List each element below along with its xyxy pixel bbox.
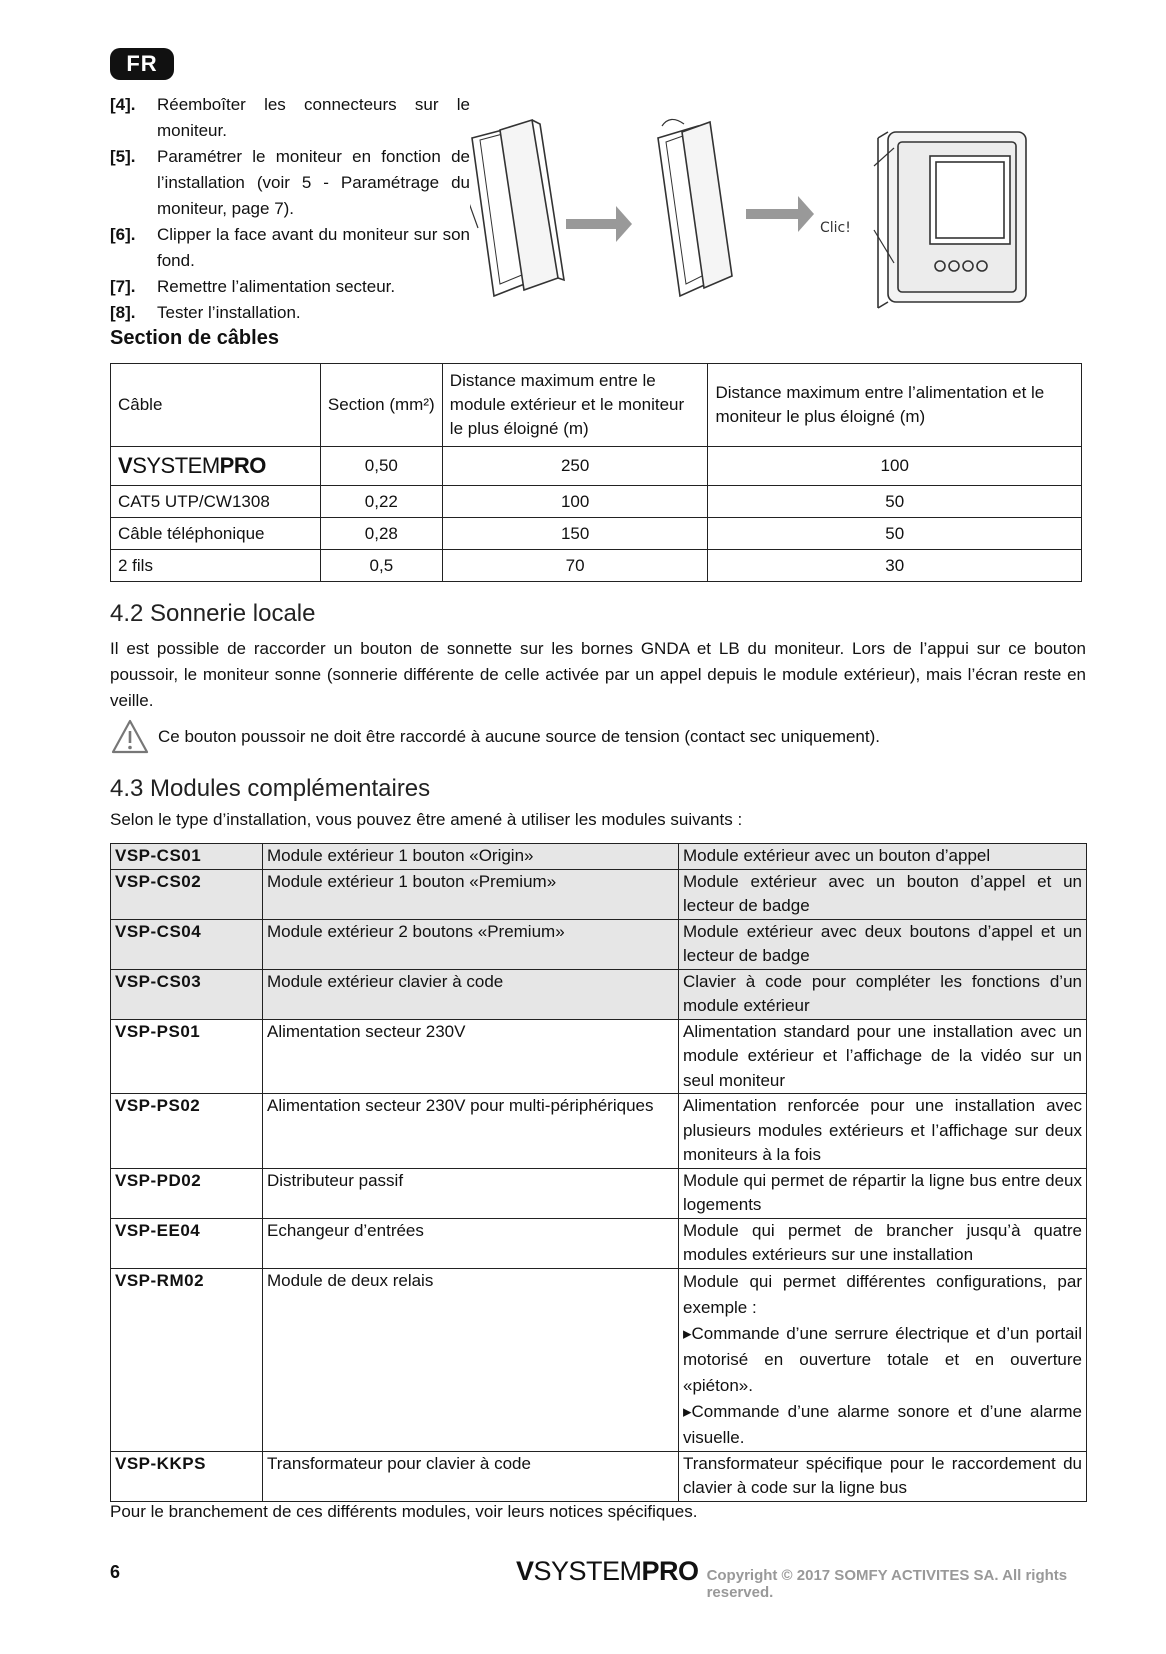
table-cell: 100: [708, 447, 1082, 486]
module-description: [679, 1168, 1087, 1218]
step-number: [4].: [110, 95, 136, 114]
description-line: ▸Commande d’une serrure électrique et d’un portail motorisé en ouverture totale et en ouverture «piéton».: [683, 1323, 1082, 1395]
description-line: Module qui permet différentes configurations, par exemple :: [683, 1271, 1082, 1317]
table-row: [111, 844, 1087, 870]
step-number: [6].: [110, 225, 136, 244]
description-line: Module qui permet de répartir la ligne bus entre deux logements: [683, 1170, 1082, 1214]
step-text: Remettre l’alimentation secteur.: [157, 277, 396, 296]
table-cell: 30: [708, 550, 1082, 582]
warning-text: Ce bouton poussoir ne doit être raccordé à aucune source de tension (contact sec uniquement).: [158, 727, 880, 746]
module-ref: VSP-PS02: [111, 1094, 263, 1169]
table-cell: 0,5: [320, 550, 442, 582]
table-row: [111, 1019, 1087, 1094]
table-row: [111, 1168, 1087, 1218]
paragraph: Pour le branchement de ces différents modules, voir leurs notices spécifiques.: [110, 1502, 698, 1521]
warning-icon: [110, 718, 150, 756]
module-ref: VSP-CS01: [111, 844, 263, 870]
table-header-row: [111, 364, 1082, 447]
module-ref: VSP-CS02: [111, 869, 263, 919]
table-cell: 70: [442, 550, 708, 582]
module-description: [679, 869, 1087, 919]
language-badge: FR: [110, 48, 174, 80]
clic-label: Clic!: [820, 220, 851, 236]
vsystempro-logo: VSYSTEMPRO: [111, 447, 321, 486]
description-line: Transformateur spécifique pour le raccordement du clavier à code sur la ligne bus: [683, 1453, 1082, 1497]
copyright-text: Copyright © 2017 SOMFY ACTIVITES SA. All rights reserved.: [706, 1567, 1068, 1601]
step-text: Réemboîter les connecteurs sur le moniteur.: [157, 95, 470, 140]
module-description: [679, 1268, 1087, 1451]
paragraph: Il est possible de raccorder un bouton de sonnette sur les bornes GNDA et LB du moniteur. Lors de l’appui sur ce bouton poussoir, le moniteur sonne (sonnerie différente de celle activée par un appel depuis le module extérieur), mais l’écran reste en veille.: [110, 639, 1086, 710]
table-cell: 0,22: [320, 486, 442, 518]
section-heading: 4.3 Modules complémentaires: [110, 775, 431, 802]
module-name: Transformateur pour clavier à code: [263, 1451, 679, 1501]
module-ref: VSP-RM02: [111, 1268, 263, 1451]
column-header: Distance maximum entre le module extérieur et le moniteur le plus éloigné (m): [442, 364, 708, 447]
table-cell: CAT5 UTP/CW1308: [111, 486, 321, 518]
description-line: Module qui permet de brancher jusqu’à quatre modules extérieurs sur une installation: [683, 1220, 1082, 1264]
table-row: [111, 869, 1087, 919]
description-line: Module extérieur avec un bouton d’appel et un lecteur de badge: [683, 871, 1082, 915]
step-number: [7].: [110, 277, 136, 296]
step-number: [8].: [110, 303, 136, 322]
table-row: [111, 447, 1082, 486]
step-item: [110, 300, 470, 326]
module-name: Echangeur d’entrées: [263, 1218, 679, 1268]
step-item: [110, 222, 470, 274]
table-cell: 100: [442, 486, 708, 518]
vsystempro-logo: VSYSTEMPRO: [516, 1556, 699, 1586]
table-cell: 50: [708, 518, 1082, 550]
table-row: [111, 1268, 1087, 1451]
module-name: Module extérieur 1 bouton «Premium»: [263, 869, 679, 919]
table-row: [111, 1451, 1087, 1501]
description-line: Module extérieur avec deux boutons d’appel et un lecteur de badge: [683, 921, 1082, 965]
table-row: [111, 550, 1082, 582]
table-row: [111, 518, 1082, 550]
table-cell: Câble téléphonique: [111, 518, 321, 550]
page-number: 6: [110, 1562, 121, 1582]
table-cell: 250: [442, 447, 708, 486]
column-header: Câble: [111, 364, 321, 447]
monitor-mounting-illustration: [470, 118, 1090, 328]
module-name: Alimentation secteur 230V: [263, 1019, 679, 1094]
installation-steps: [110, 92, 470, 326]
description-line: Module extérieur avec un bouton d’appel: [683, 846, 991, 865]
module-description: [679, 919, 1087, 969]
module-ref: VSP-CS03: [111, 969, 263, 1019]
module-description: [679, 844, 1087, 870]
column-header: Section (mm²): [320, 364, 442, 447]
module-ref: VSP-KKPS: [111, 1451, 263, 1501]
step-number: [5].: [110, 147, 136, 166]
section-heading: 4.2 Sonnerie locale: [110, 600, 316, 627]
table-cell: 0,50: [320, 447, 442, 486]
module-name: Module extérieur 1 bouton «Origin»: [263, 844, 679, 870]
table-cell: 50: [708, 486, 1082, 518]
description-line: Alimentation renforcée pour une installation avec plusieurs modules extérieurs et l’affichage sur deux moniteurs à la fois: [683, 1096, 1082, 1164]
module-name: Module extérieur 2 boutons «Premium»: [263, 919, 679, 969]
module-description: [679, 1218, 1087, 1268]
step-item: [110, 92, 470, 144]
step-text: Tester l’installation.: [157, 303, 301, 322]
module-ref: VSP-PD02: [111, 1168, 263, 1218]
description-line: Clavier à code pour compléter les fonctions d’un module extérieur: [683, 971, 1082, 1015]
table-row: [111, 969, 1087, 1019]
table-row: [111, 1218, 1087, 1268]
step-item: [110, 274, 470, 300]
module-description: [679, 969, 1087, 1019]
module-ref: VSP-EE04: [111, 1218, 263, 1268]
column-header: Distance maximum entre l’alimentation et le moniteur le plus éloigné (m): [708, 364, 1082, 447]
table-cell: 150: [442, 518, 708, 550]
step-item: [110, 144, 470, 222]
table-cell: 0,28: [320, 518, 442, 550]
module-name: Module extérieur clavier à code: [263, 969, 679, 1019]
step-text: Clipper la face avant du moniteur sur son fond.: [157, 225, 470, 270]
table-row: [111, 1094, 1087, 1169]
module-name: Module de deux relais: [263, 1268, 679, 1451]
module-description: [679, 1019, 1087, 1094]
module-ref: VSP-PS01: [111, 1019, 263, 1094]
module-description: [679, 1094, 1087, 1169]
module-name: Alimentation secteur 230V pour multi-périphériques: [263, 1094, 679, 1169]
module-description: [679, 1451, 1087, 1501]
table-row: [111, 919, 1087, 969]
module-name: Distributeur passif: [263, 1168, 679, 1218]
description-line: Alimentation standard pour une installation avec un module extérieur et l’affichage de la vidéo sur un seul moniteur: [683, 1021, 1082, 1090]
table-row: [111, 486, 1082, 518]
table-cell: 2 fils: [111, 550, 321, 582]
cable-section-heading: Section de câbles: [110, 327, 279, 349]
description-line: ▸Commande d’une alarme sonore et d’une alarme visuelle.: [683, 1401, 1082, 1447]
footer-brand: [516, 1556, 1086, 1601]
module-ref: VSP-CS04: [111, 919, 263, 969]
cable-table: [110, 363, 1082, 582]
paragraph: Selon le type d’installation, vous pouvez être amené à utiliser les modules suivants :: [110, 810, 743, 829]
modules-table: [110, 843, 1087, 1502]
step-text: Paramétrer le moniteur en fonction de l’installation (voir 5 - Paramétrage du moniteur, page 7).: [157, 147, 470, 218]
warning-note: [110, 718, 880, 756]
